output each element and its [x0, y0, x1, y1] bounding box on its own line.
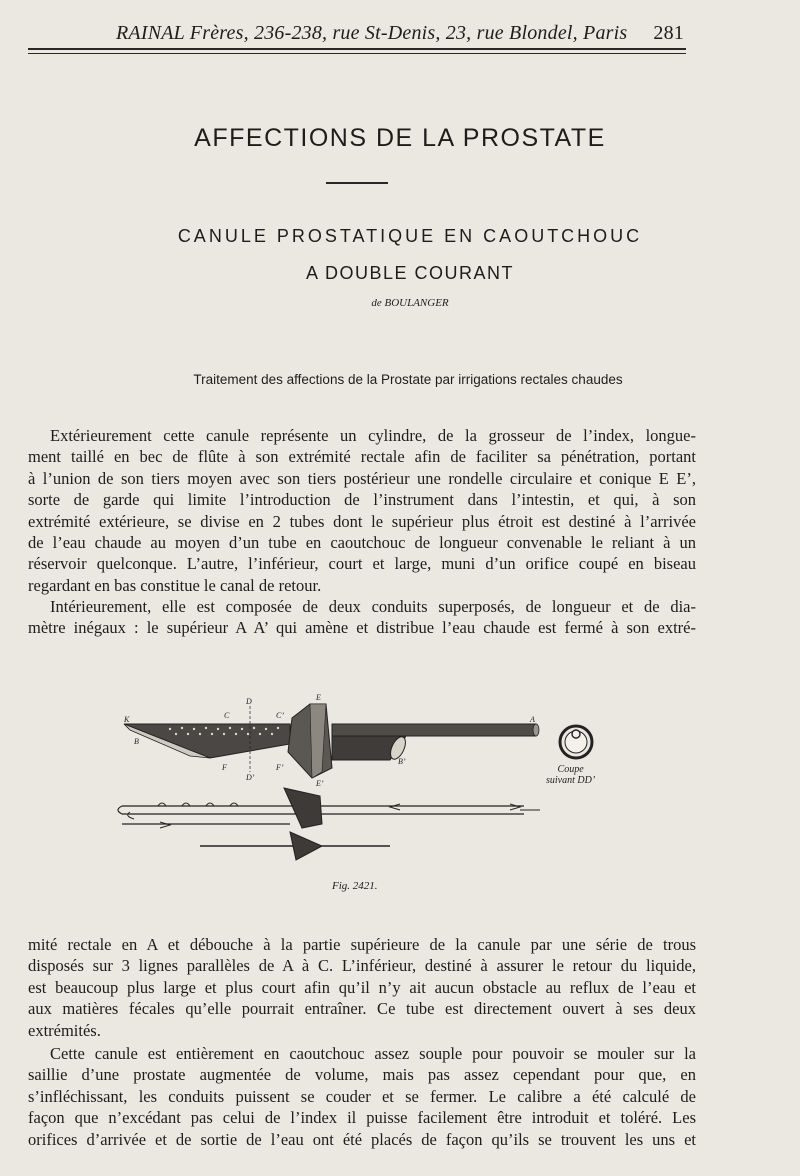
label-k: K	[124, 715, 130, 724]
text-line: disposés sur 3 lignes parallèles de A à C. L’inférieur, destiné à assurer le retour du liquide,	[28, 956, 696, 976]
label-d: D	[246, 697, 252, 706]
text-line: saillie d’une prostate augmentée de volume, mais pas assez cependant pour que, en	[28, 1065, 696, 1085]
title-divider	[326, 182, 388, 184]
label-c: C	[224, 711, 230, 720]
label-f: F	[222, 763, 227, 772]
text-line: sorte de garde qui limite l’introduction de l’instrument dans l’intestin, et qui, à son	[28, 490, 696, 510]
canula-side-view	[123, 693, 539, 788]
paragraph-exterior	[28, 425, 696, 596]
text-line: extrémité extérieure, se divise en 2 tubes dont le supérieur plus étroit est destiné à l’arrivée	[28, 511, 696, 531]
text-line: mètre inégaux : le supérieur A A’ qui amène et distribue l’eau chaude est fermé à son extré-	[28, 618, 696, 638]
canula-illustration	[100, 688, 620, 898]
label-d-prime: D’	[246, 773, 255, 782]
text-line: façon que n’excédant pas celui de l’index il puisse facilement être introduit et toléré. Les	[28, 1108, 696, 1128]
paragraph-continuation	[28, 934, 696, 1041]
section-title: AFFECTIONS DE LA PROSTATE	[194, 124, 606, 152]
label-b: B	[134, 737, 139, 746]
header-rule-thin	[28, 53, 686, 54]
text-line: s’infléchissant, les conduits puissent se couder et se fermer. Le calibre a été calculé de	[28, 1086, 696, 1106]
article-title-line2: A DOUBLE COURANT	[305, 263, 515, 283]
canula-section-diagram	[118, 788, 540, 860]
text-line: regardant en bas constitue le canal de retour.	[28, 575, 322, 595]
header-rule	[28, 48, 686, 50]
cross-section-caption	[546, 764, 595, 786]
coupe-line2: suivant DD’	[546, 775, 596, 786]
text-line: aux matières fécales qu’elle pourrait entraîner. Ce tube est directement ouvert à ses deux	[28, 999, 696, 1019]
figure-caption: Fig. 2421.	[332, 880, 378, 892]
coupe-line1: Coupe	[557, 764, 584, 775]
article-subtitle: Traitement des affections de la Prostate par irrigations rectales chaudes	[193, 372, 623, 387]
label-e: E	[316, 693, 321, 702]
text-line: orifices d’arrivée et de sortie de l’eau ont été placés de façon qu’ils se trouvent les uns et	[28, 1129, 696, 1149]
label-f-prime: F’	[276, 763, 284, 772]
article-byline: de BOULANGER	[371, 297, 449, 309]
cross-section-view	[560, 726, 592, 758]
text-line: réservoir quelconque. L’autre, l’inférieur, court et large, muni d’un orifice coupé en biseau	[28, 554, 696, 574]
article-title-line1: CANULE PROSTATIQUE EN CAOUTCHOUC	[177, 226, 643, 246]
text-line: de l’eau chaude au moyen d’un tube en caoutchouc de longueur convenable le reliant à un	[28, 533, 696, 553]
text-line: mité rectale en A et débouche à la partie supérieure de la canule par une série de trous	[28, 935, 696, 954]
text-line: extrémités.	[28, 1020, 101, 1040]
text-line: Intérieurement, elle est composée de deux conduits superposés, de longueur et de dia-	[50, 597, 696, 616]
label-b-prime: B’	[398, 757, 406, 766]
paragraph-interior	[28, 596, 696, 639]
text-line: est beaucoup plus large et plus court afin qu’il n’y ait aucun obstacle au reflux de l’eau et	[28, 977, 696, 997]
label-e-prime: E’	[316, 779, 324, 788]
publisher-line: RAINAL Frères, 236-238, rue St-Denis, 23, rue Blondel, Paris	[116, 22, 628, 44]
text-line: à l’union de son tiers moyen avec son tiers postérieur une rondelle circulaire et conique E E’,	[28, 468, 696, 488]
text-line: ment taillé en bec de flûte à son extrémité rectale afin de faciliter sa pénétration, portant	[28, 447, 696, 467]
page-number: 281	[653, 22, 684, 44]
paragraph-material	[28, 1043, 696, 1150]
text-line: Cette canule est entièrement en caoutchouc assez souple pour pouvoir se mouler sur la	[50, 1044, 696, 1063]
label-a: A	[530, 715, 535, 724]
label-c-prime: C’	[276, 711, 284, 720]
text-line: Extérieurement cette canule représente un cylindre, de la grosseur de l’index, longue-	[50, 426, 696, 445]
